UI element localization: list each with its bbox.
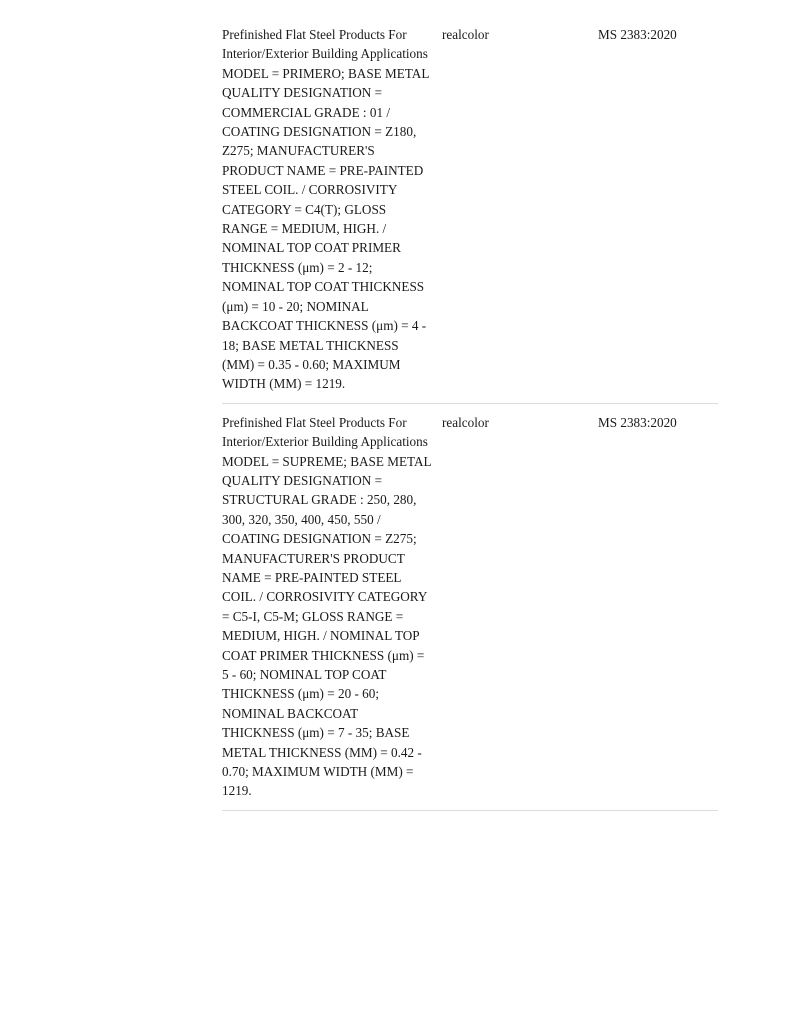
- product-specification: MODEL = SUPREME; BASE METAL QUALITY DESIGNATION = STRUCTURAL GRADE : 250, 280, 300, 320, 350, 400, 450, 550 / COATING DESIGNATION = Z275; MANUFACTURER'S PRODUCT NAME = PRE-PAINTED STEEL COIL. / CORROSIVITY CATEGORY = C5-I, C5-M; GLOSS RANGE = MEDIUM, HIGH. / NOMINAL TOP COAT PRIMER THICKNESS (μm) = 5 - 60; NOMINAL TOP COAT THICKNESS (μm) = 20 - 60; NOMINAL BACKCOAT THICKNESS (μm) = 7 - 35; BASE METAL THICKNESS (MM) = 0.42 - 0.70; MAXIMUM WIDTH (MM) = 1219.: [222, 453, 432, 799]
- product-standard-cell: [589, 403, 718, 810]
- product-brand-cell: [432, 16, 589, 403]
- table-body: [222, 16, 718, 810]
- product-title: Prefinished Flat Steel Products For Interior/Exterior Building Applications: [222, 27, 428, 62]
- brand-name: realcolor: [442, 414, 489, 430]
- product-description-cell: [222, 403, 432, 810]
- brand-name: realcolor: [442, 27, 489, 42]
- product-brand-cell: [432, 403, 589, 810]
- table-row: [222, 403, 718, 810]
- product-specification-table: [222, 16, 718, 811]
- description-content: [222, 25, 432, 394]
- description-content: [222, 413, 432, 801]
- table-row: [222, 16, 718, 403]
- product-standard-cell: [589, 16, 718, 403]
- standard-reference: MS 2383:2020: [598, 27, 677, 42]
- product-specification: MODEL = PRIMERO; BASE METAL QUALITY DESIGNATION = COMMERCIAL GRADE : 01 / COATING DESIGNATION = Z180, Z275; MANUFACTURER'S PRODUCT NAME = PRE-PAINTED STEEL COIL. / CORROSIVITY CATEGORY = C4(T); GLOSS RANGE = MEDIUM, HIGH. / NOMINAL TOP COAT PRIMER THICKNESS (μm) = 2 - 12; NOMINAL TOP COAT THICKNESS (μm) = 10 - 20; NOMINAL BACKCOAT THICKNESS (μm) = 4 - 18; BASE METAL THICKNESS (MM) = 0.35 - 0.60; MAXIMUM WIDTH (MM) = 1219.: [222, 65, 429, 392]
- product-description-cell: [222, 16, 432, 403]
- product-title: Prefinished Flat Steel Products For Interior/Exterior Building Applications: [222, 414, 428, 450]
- standard-reference: MS 2383:2020: [598, 414, 677, 430]
